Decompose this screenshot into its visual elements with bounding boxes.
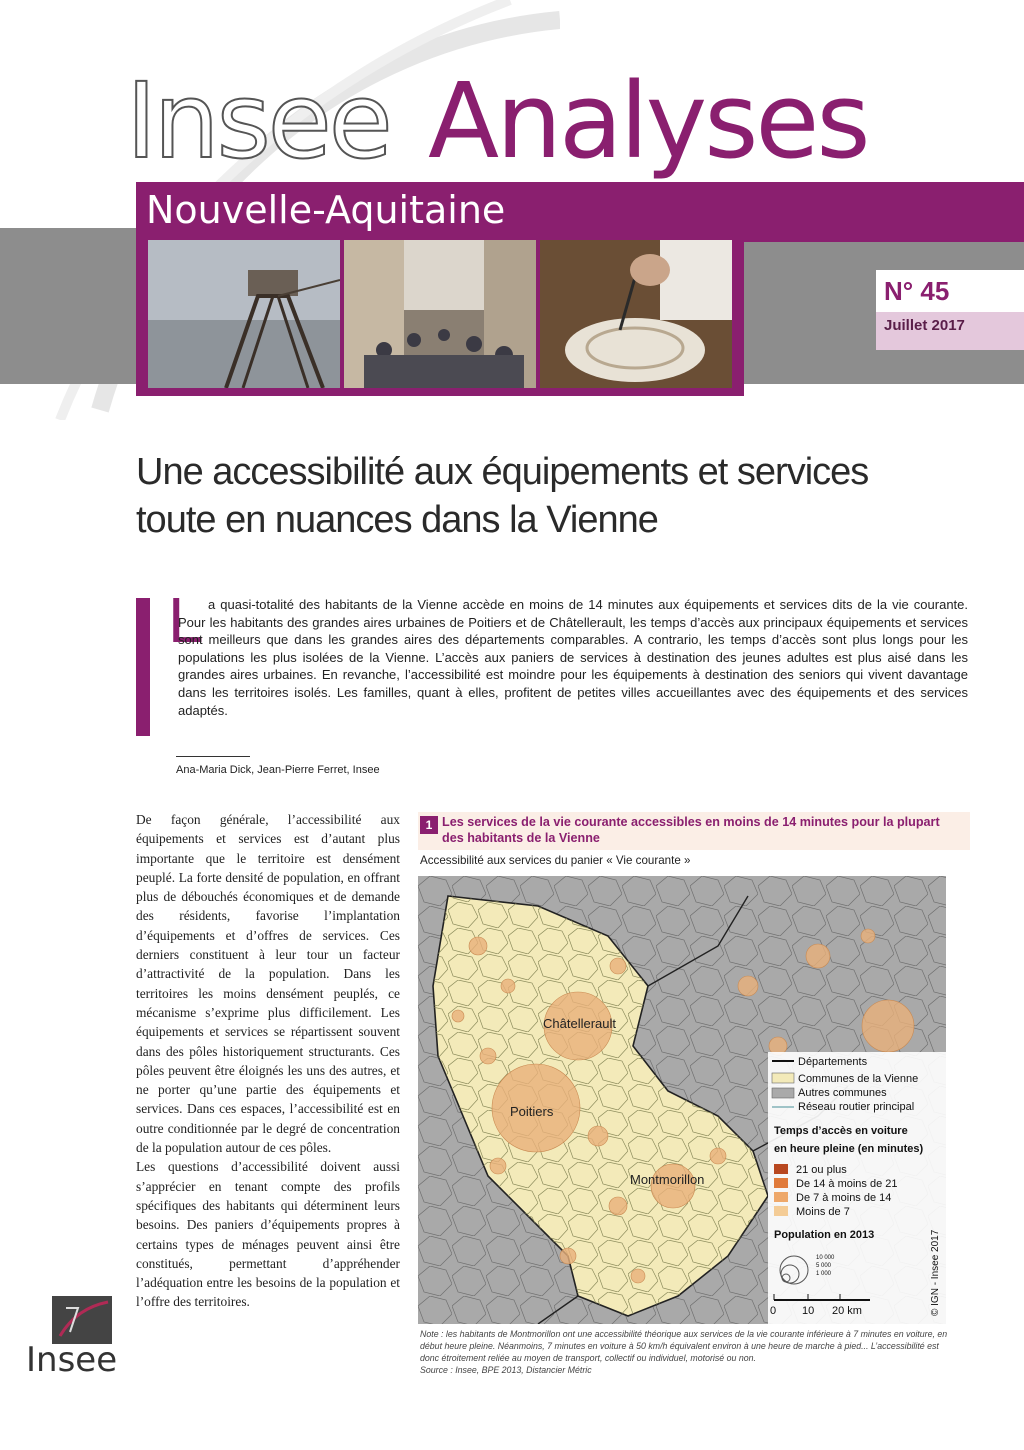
scale-label: 0 xyxy=(770,1305,777,1317)
legend-population: Population en 2013 xyxy=(774,1229,875,1241)
lead-accent-bar xyxy=(136,598,150,736)
legend-class: Moins de 7 xyxy=(796,1206,850,1218)
legend-time-title: en heure pleine (en minutes) xyxy=(774,1143,924,1155)
logo-swoosh-icon xyxy=(52,1296,112,1344)
figure-note xyxy=(420,1328,960,1376)
city-label: Châtellerault xyxy=(543,1016,616,1031)
city-label: Poitiers xyxy=(510,1104,554,1119)
legend-reseau: Réseau routier principal xyxy=(798,1101,915,1113)
issue-date: Juillet 2017 xyxy=(884,317,965,334)
legend-pop-size: 1 000 xyxy=(816,1271,832,1277)
article-title-line-1: Une accessibilité aux équipements et services xyxy=(136,451,869,493)
lead-text: a quasi-totalité des habitants de la Vienne accède en moins de 14 minutes aux équipements et services dits de la vie courante. Pour les habitants des grandes aires urbaines de Poitiers et de Châtellerault, les temps d’accès aux principaux équipements et services sont meilleurs que dans les grandes aires des départements comparables. A contrario, les temps d’accès sont plus longs pour les populations les plus isolées de la Vienne. L’accès aux paniers de services à destination des jeunes adultes est plus aisé dans les grandes aires urbaines. En revanche, l’accessibilité est moindre pour les équipements à destination des seniors qui vivent davantage dans les territoires isolés. Les familles, quant à elles, profitent de petites villes accueillantes avec des équipements et des services adaptés. xyxy=(178,597,968,718)
brand-insee: Insee xyxy=(126,60,390,182)
region-name: Nouvelle-Aquitaine xyxy=(146,188,506,232)
lead-dropcap: L xyxy=(168,584,204,656)
legend-class: De 7 à moins de 14 xyxy=(796,1192,892,1204)
legend-communes-vienne: Communes de la Vienne xyxy=(798,1073,919,1085)
figure-title: Les services de la vie courante accessibles en moins de 14 minutes pour la plupart des habitants de la Vienne xyxy=(442,815,940,845)
authors: Ana-Maria Dick, Jean-Pierre Ferret, Insee xyxy=(176,764,380,776)
legend-class: 21 ou plus xyxy=(796,1164,847,1176)
insee-logo-text: Insee xyxy=(26,1340,118,1380)
map-copyright: © IGN - Insee 2017 xyxy=(930,1229,941,1316)
legend-time-title: Temps d’accès en voiture xyxy=(774,1125,908,1137)
issue-number: N° 45 xyxy=(884,276,950,306)
legend-class: De 14 à moins de 21 xyxy=(796,1178,898,1190)
photo-fishing-hut xyxy=(148,240,340,388)
body-paragraph: Les questions d’accessibilité doivent aussi s’apprécier en tenant compte des profils spécifiques des habitants qui déterminent leurs besoins. Des paniers d’équipements propres à certains types de ménages peuvent ainsi être constitués, permettant d’appréhender l’adéquation entre les besoins de la population et l’offre des territoires. xyxy=(136,1159,400,1310)
body-paragraph: De façon générale, l’accessibilité aux équipements et services est d’autant plus importante que le territoire est densément peuplé. La forte densité de population, en offrant plus de débouchés économiques et de demande des résidents, favorise l’implantation d’équipements et d’offres de services. Ces derniers constituent à leur tour un facteur d’attractivité de la population. Dans les territoires les moins densément peuplés, ce mécanisme s’exprime plus difficilement. Les équipements et services se répartissent souvent dans des pôles historiquement structurants. Ces pôles peuvent être éloignés les uns des autres, et ne porter qu’une partie des équipements et services. Dans ces espaces, l’accessibilité est en outre conditionnée par le degré de concentration de la population autour de ces pôles. xyxy=(136,812,400,1156)
legend-pop-size: 10 000 xyxy=(816,1255,835,1261)
scale-label: 20 km xyxy=(832,1305,862,1317)
accessibility-map xyxy=(418,876,946,1324)
article-title-line-2: toute en nuances dans la Vienne xyxy=(136,499,658,541)
legend-pop-size: 5 000 xyxy=(816,1263,832,1269)
photo-street-crowd xyxy=(344,240,536,388)
insee-logo-mark xyxy=(52,1296,112,1344)
figure-source: Source : Insee, BPE 2013, Distancier Métric xyxy=(420,1365,592,1375)
body-column xyxy=(136,810,400,1312)
lead-paragraph xyxy=(178,596,968,719)
figure-number: 1 xyxy=(420,816,438,834)
map-legend xyxy=(768,1052,946,1324)
scale-label: 10 xyxy=(802,1305,815,1317)
header-photos xyxy=(136,236,744,396)
city-label: Montmorillon xyxy=(630,1172,705,1187)
figure-note-text: Note : les habitants de Montmorillon ont une accessibilité théorique aux services de la vie courante inférieure à 7 minutes en voiture, en début heure pleine. Néanmoins, 7 minutes en voiture à 50 km/h équivalent environ à une heure de marche à pied... L’accessibilité est donc étroitement reliée au moyen de transport, collectif ou individuel, motorisé ou non. xyxy=(420,1329,948,1363)
legend-autres-communes: Autres communes xyxy=(798,1087,887,1099)
author-rule xyxy=(176,756,250,757)
figure-subtitle: Accessibilité aux services du panier « Vie courante » xyxy=(420,854,691,867)
brand-analyses: Analyses xyxy=(428,60,868,182)
photo-porcelain-painting xyxy=(540,240,732,388)
article-title xyxy=(136,448,956,544)
legend-departements: Départements xyxy=(798,1056,868,1068)
